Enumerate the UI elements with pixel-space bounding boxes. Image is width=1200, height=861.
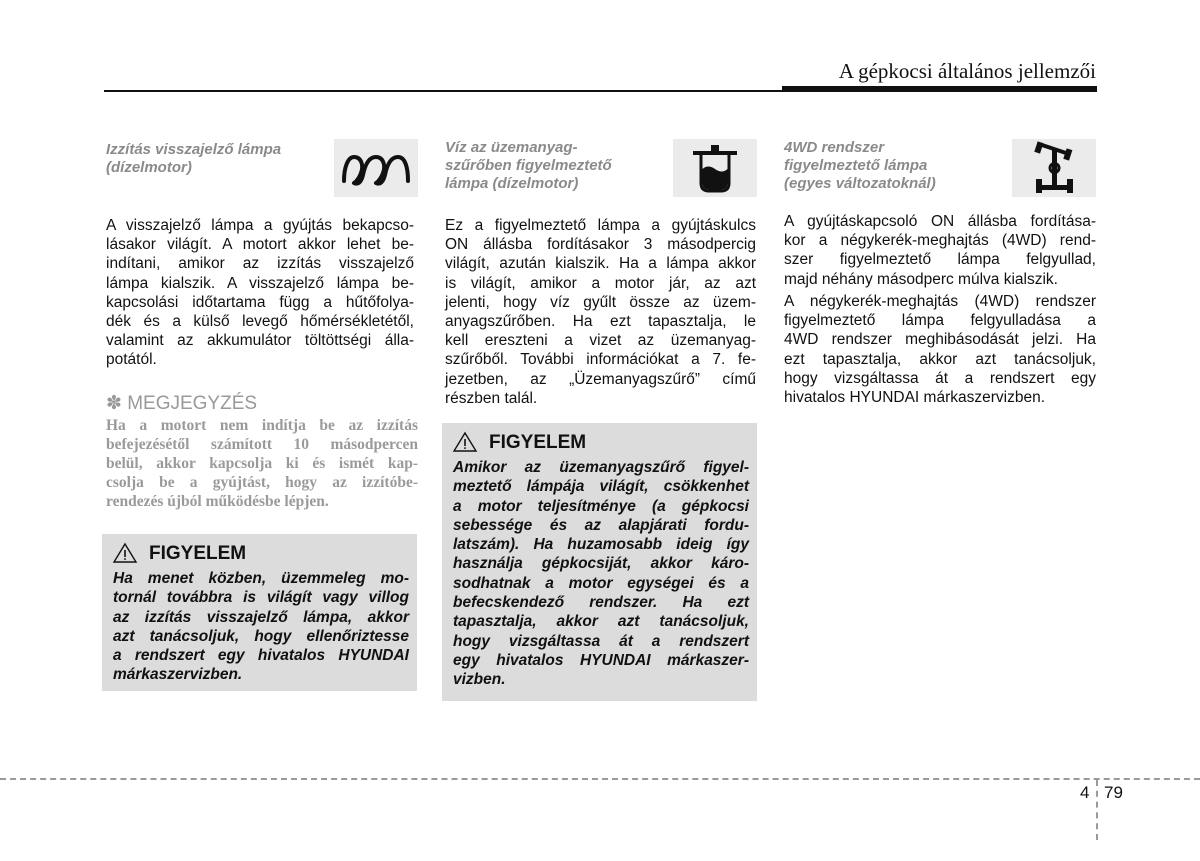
- warning-title: FIGYELEM: [489, 432, 587, 453]
- col3-paragraph-line: A négykerék-meghajtás (4WD) rendszer: [784, 293, 1096, 310]
- warning-line: meztető lámpája világít, csökkenhet: [453, 478, 749, 496]
- warning-text: [113, 569, 409, 685]
- col3-paragraph-1: [784, 212, 1096, 289]
- glow-plug-icon-box: [334, 139, 418, 197]
- warning-line: az izzítás visszajelző lámpa, akkor: [113, 608, 409, 626]
- note-line: csolja be a gyújtást, hogy az izzítóbe-: [106, 474, 418, 492]
- water-in-fuel-icon-box: [673, 139, 757, 197]
- col2-paragraph-line: Ez a figyelmeztető lámpa a gyújtáskulcs: [445, 217, 756, 234]
- 4wd-drivetrain-icon: [1012, 139, 1096, 197]
- col3-paragraph-line: majd néhány másodperc múlva kialszik.: [784, 270, 1058, 288]
- col2-paragraph-line: részben talál.: [445, 389, 538, 407]
- col3-heading-line: (egyes változatoknál): [784, 175, 936, 192]
- col2-heading-line: szűrőben figyelmeztető: [445, 157, 612, 174]
- col1-paragraph-line: kapcsolási időtartama függ a hűtőfolya-: [106, 293, 414, 311]
- page-header-title: A gépkocsi általános jellemzői: [838, 59, 1096, 83]
- warning-line: sodhatnak a motor egységei és a: [453, 574, 749, 592]
- col3-paragraph-line: szer figyelmeztető lámpa felgyullad,: [784, 251, 1096, 269]
- glow-plug-coil-icon: [334, 139, 418, 197]
- warning-box-2: [442, 423, 757, 701]
- col3-paragraph-line: 4WD rendszer meghibásodását jelzi. Ha: [784, 331, 1096, 349]
- col3-paragraph-line: hogy vizsgáltassa át a rendszert egy: [784, 369, 1096, 387]
- col1-heading-line: (dízelmotor): [106, 159, 192, 176]
- note-line: befejezésétől számított 10 másodpercen: [106, 436, 418, 454]
- col3-paragraph-line: A gyújtáskapcsoló ON állásba fordítása-: [784, 213, 1096, 230]
- warning-line: tapasztalja, akkor azt tanácsoljuk,: [453, 613, 749, 631]
- warning-line: márkaszervizben.: [113, 666, 243, 684]
- header-rule: [104, 90, 784, 92]
- col1-heading-line: Izzítás visszajelző lámpa: [106, 141, 282, 158]
- warning-title: FIGYELEM: [149, 543, 247, 564]
- col2-heading-line: lámpa (dízelmotor): [445, 175, 579, 192]
- col1-paragraph-line: A visszajelző lámpa a gyújtás bekapcso-: [106, 217, 414, 234]
- warning-line: latszám). Ha huzamosabb ideig így: [453, 536, 749, 554]
- warning-text: [453, 458, 749, 690]
- col3-paragraph-line: ezt tapasztalja, akkor azt tanácsoljuk,: [784, 350, 1096, 368]
- note-line: belül, akkor kapcsolja ki és ismét kap-: [106, 455, 418, 473]
- chapter-number: 4: [1080, 783, 1090, 802]
- note-text: [106, 416, 418, 511]
- col3-heading: [784, 139, 1004, 193]
- col3-heading-line: figyelmeztető lámpa: [784, 157, 928, 174]
- col1-paragraph-line: lásakor világít. A motort akkor lehet be-: [106, 236, 414, 254]
- col1-heading: [106, 141, 326, 177]
- warning-line: Ha menet közben, üzemmeleg mo-: [113, 570, 409, 587]
- col1-paragraph: [106, 216, 414, 370]
- col2-paragraph-line: jezetben, az „Üzemanyagszűrő” című: [445, 370, 756, 388]
- warning-line: sebessége és az alapjárati fordu-: [453, 516, 749, 534]
- note-line: Ha a motort nem indítja be az izzítás: [106, 417, 418, 434]
- col3-paragraph-2: [784, 292, 1096, 407]
- 4wd-icon-box: [1012, 139, 1096, 197]
- warning-line: vizben.: [453, 671, 506, 689]
- col2-paragraph-line: is világít, amikor a motor jár, az azt: [445, 274, 756, 292]
- col3-paragraph-line: kor a négykerék-meghajtás (4WD) rend-: [784, 232, 1096, 250]
- footer-dashed-rule: [0, 778, 1200, 780]
- col2-heading-line: Víz az üzemanyag-: [445, 139, 578, 156]
- warning-line: befecskendező rendszer. Ha ezt: [453, 594, 749, 612]
- warning-line: hogy vizsgáltassa át a rendszert: [453, 632, 749, 650]
- col1-paragraph-line: valamint az akkumulátor töltöttségi álla-: [106, 332, 414, 350]
- col1-paragraph-line: lámpa kialszik. A visszajelző lámpa be-: [106, 274, 414, 292]
- col1-paragraph-line: indítani, amikor az izzítás visszajelző: [106, 255, 414, 273]
- col2-paragraph-line: jelenti, hogy víz gyűlt össze az üzem-: [445, 293, 756, 311]
- warning-box-1: [102, 534, 417, 691]
- note-line: rendezés újból működésbe lépjen.: [106, 493, 329, 511]
- warning-line: azt tanácsoljuk, hogy ellenőriztesse: [113, 627, 409, 645]
- warning-triangle-icon: [112, 542, 138, 564]
- warning-line: a motor teljesítménye (a gépkocsi: [453, 497, 749, 515]
- water-in-fuel-filter-icon: [673, 139, 757, 197]
- warning-line: használja gépkocsiját, akkor káro-: [453, 555, 749, 573]
- col2-paragraph-line: anyagszűrőben. Ha ezt tapasztalja, le: [445, 313, 756, 331]
- footer-dashed-divider: [1096, 780, 1098, 840]
- page-number: 79: [1104, 783, 1123, 802]
- warning-line: tornál továbbra is világít vagy villog: [113, 589, 409, 607]
- col2-paragraph-line: világít, azután kialszik. Ha a lámpa akkor: [445, 255, 756, 273]
- col1-paragraph-line: dék és a külső levegő hőmérsékletétől,: [106, 313, 414, 331]
- col2-heading: [445, 139, 665, 193]
- col3-heading-line: 4WD rendszer: [784, 139, 885, 156]
- col2-paragraph-line: ON állásba fordításakor 3 másodpercig: [445, 236, 756, 254]
- col1-paragraph-line: potától.: [106, 351, 157, 369]
- warning-triangle-icon: [452, 431, 478, 453]
- col2-paragraph-line: kell ereszteni a vizet az üzemanyag-: [445, 332, 756, 350]
- col2-paragraph-line: szűrőből. További információkat a 7. fe-: [445, 351, 756, 369]
- note-heading: ✽ MEGJEGYZÉS: [106, 393, 258, 414]
- header-rule-thick: [782, 86, 1097, 92]
- warning-line: Amikor az üzemanyagszűrő figyel-: [453, 459, 749, 476]
- col2-paragraph: [445, 216, 756, 408]
- col3-paragraph-line: figyelmeztető lámpa felgyulladása a: [784, 312, 1096, 330]
- warning-line: a rendszert egy hivatalos HYUNDAI: [113, 647, 409, 665]
- warning-line: egy hivatalos HYUNDAI márkaszer-: [453, 651, 749, 669]
- col3-paragraph-line: hivatalos HYUNDAI márkaszervizben.: [784, 389, 1046, 407]
